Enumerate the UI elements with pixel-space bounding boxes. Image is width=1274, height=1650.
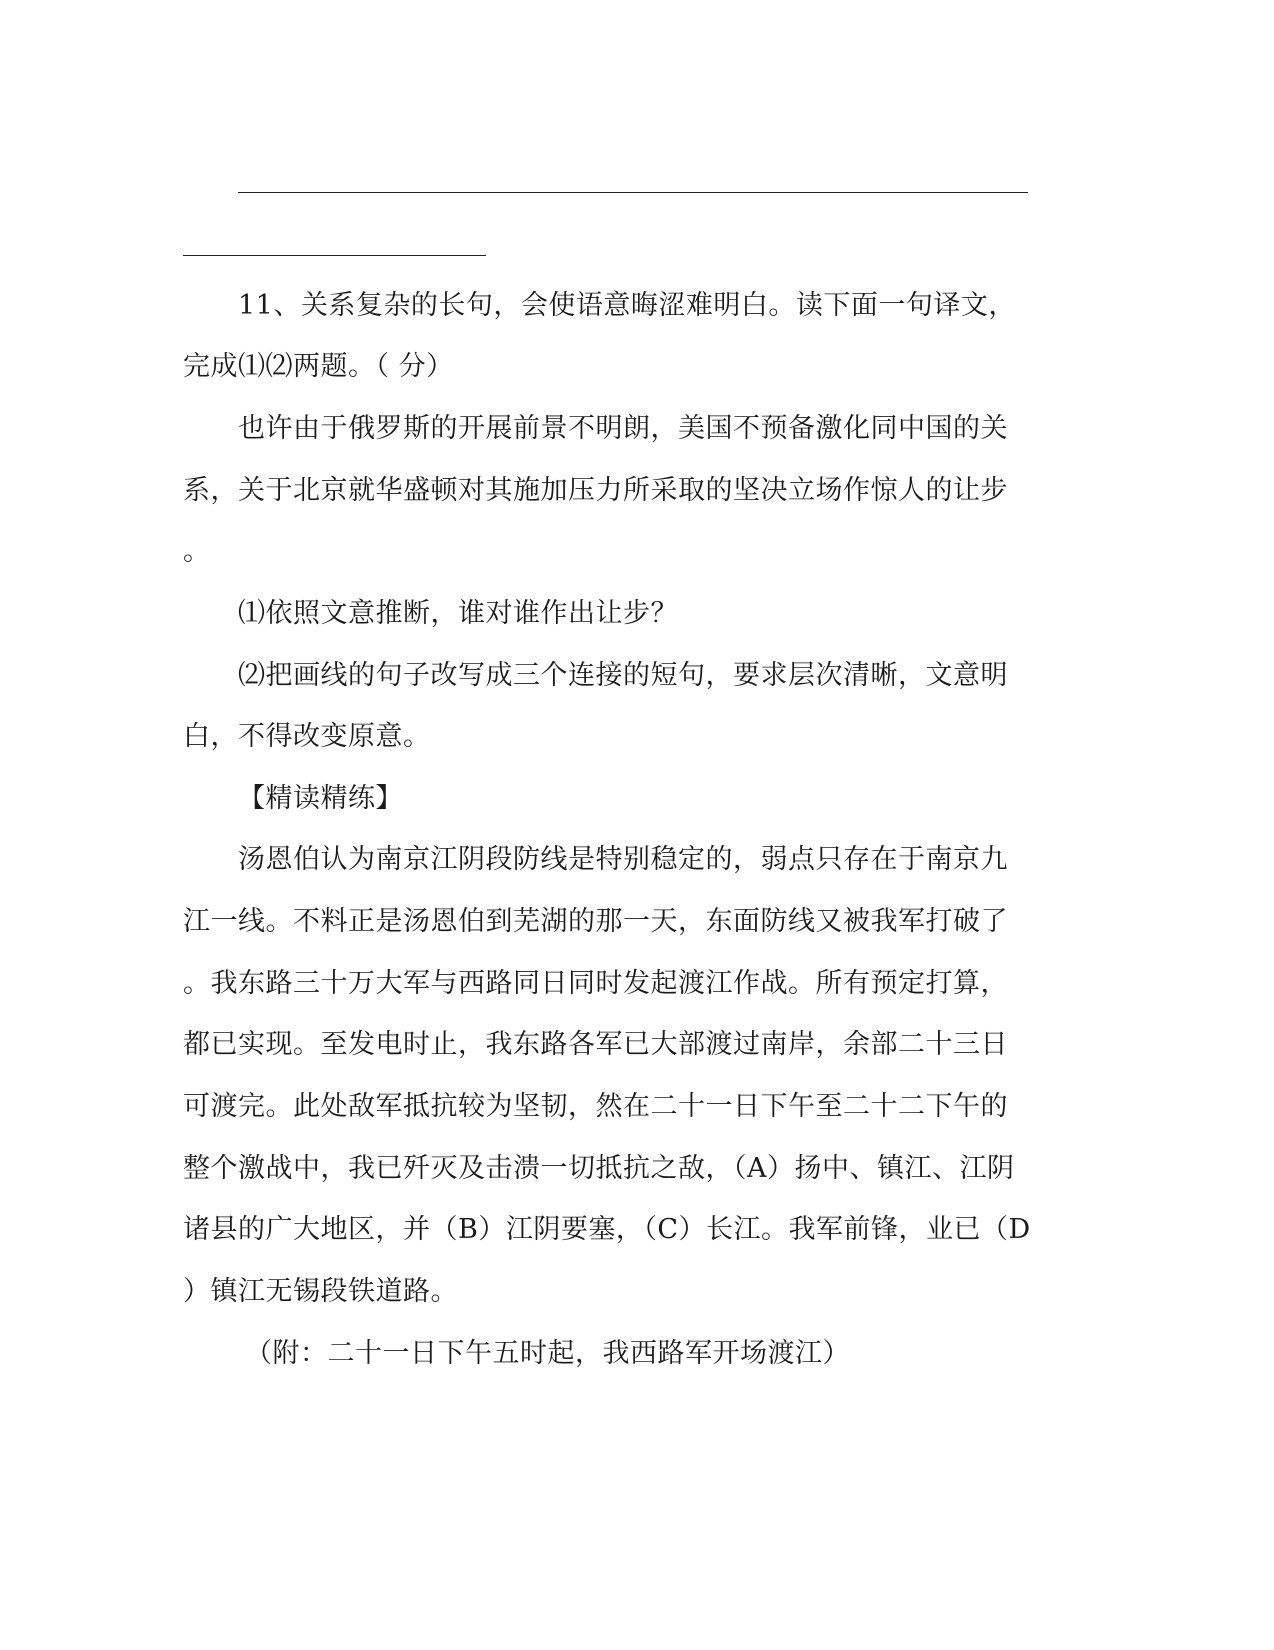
translation-line-3: 。 bbox=[183, 536, 211, 567]
passage-line-2: 江一线。不料正是汤恩伯到芜湖的那一天，东面防线又被我军打破了 bbox=[183, 906, 1008, 937]
passage-line-6: 整个激战中，我已歼灭及击溃一切抵抗之敌，（A）扬中、镇江、江阴 bbox=[183, 1153, 1015, 1184]
answer-blank-line-2 bbox=[183, 255, 486, 256]
passage-line-7: 诸县的广大地区，并（B）江阴要塞，（C）长江。我军前锋，业已（D bbox=[183, 1214, 1031, 1245]
sub-question-2-line-1: ⑵把画线的句子改写成三个连接的短句，要求层次清晰，文意明 bbox=[238, 660, 1008, 691]
answer-blank-line-1 bbox=[238, 192, 1028, 193]
question-11-line-1: 11、关系复杂的长句，会使语意晦涩难明白。读下面一句译文， bbox=[238, 290, 1016, 321]
section-heading: 【精读精练】 bbox=[238, 783, 403, 814]
passage-line-5: 可渡完。此处敌军抵抗较为坚韧，然在二十一日下午至二十二下午的 bbox=[183, 1091, 1008, 1122]
passage-line-4: 都已实现。至发电时止，我东路各军已大部渡过南岸，余部二十三日 bbox=[183, 1029, 1008, 1060]
sub-question-2-line-2: 白，不得改变原意。 bbox=[183, 721, 431, 752]
question-11-line-2: 完成⑴⑵两题。（ 分） bbox=[183, 351, 454, 382]
passage-line-3: 。我东路三十万大军与西路同日同时发起渡江作战。所有预定打算， bbox=[183, 968, 1008, 999]
translation-line-1: 也许由于俄罗斯的开展前景不明朗，美国不预备激化同中国的关 bbox=[238, 413, 1008, 444]
passage-line-8: ）镇江无锡段铁道路。 bbox=[183, 1276, 458, 1307]
translation-line-2: 系，关于北京就华盛顿对其施加压力所采取的坚决立场作惊人的让步 bbox=[183, 475, 1008, 506]
sub-question-1: ⑴依照文意推断，谁对谁作出让步？ bbox=[238, 598, 678, 629]
appendix-note: （附：二十一日下午五时起，我西路军开场渡江） bbox=[245, 1338, 850, 1369]
passage-line-1: 汤恩伯认为南京江阴段防线是特别稳定的，弱点只存在于南京九 bbox=[238, 844, 1008, 875]
